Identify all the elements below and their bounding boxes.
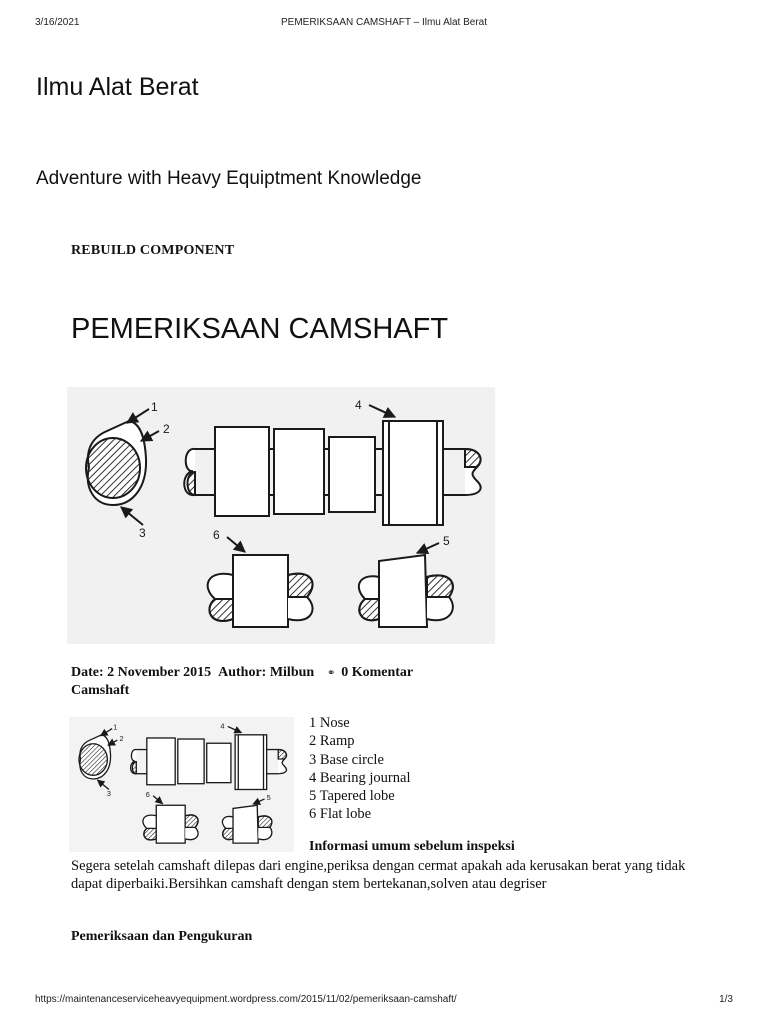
info-heading: Informasi umum sebelum inspeksi: [309, 839, 515, 854]
callout-2-small: 2: [119, 734, 124, 744]
callout-5-small: 5: [266, 793, 271, 803]
list-item: 1 Nose: [309, 715, 350, 731]
callout-2: 2: [163, 422, 170, 436]
callout-6: 6: [213, 528, 220, 542]
post-author[interactable]: Author: Milbun: [218, 665, 315, 680]
callout-1-small: 1: [113, 722, 118, 732]
callout-1: 1: [151, 400, 158, 414]
callout-4-small: 4: [220, 721, 225, 731]
post-subtitle: Camshaft: [71, 683, 130, 698]
callout-4: 4: [355, 398, 362, 412]
print-page-number: 1/3: [719, 994, 733, 1005]
post-category[interactable]: REBUILD COMPONENT: [71, 243, 235, 258]
post-date: Date: 2 November 2015: [71, 665, 212, 680]
list-item: 6 Flat lobe: [309, 806, 372, 823]
body-paragraph: Segera setelah camshaft dilepas dari engine,periksa dengan cermat apakah ada kerusakan berat yang tidak dapat diperbaiki.Bersihkan camshaft dengan stem bertekanan,solven atau degriser: [71, 858, 686, 893]
callout-3: 3: [139, 526, 146, 540]
list-item: 2 Ramp: [309, 733, 355, 750]
print-url: https://maintenanceserviceheavyequipment.wordpress.com/2015/11/02/pemeriksaan-camshaft/: [35, 994, 457, 1005]
site-tagline: Adventure with Heavy Equiptment Knowledge: [36, 168, 422, 189]
callout-5: 5: [443, 534, 450, 548]
list-item: 4 Bearing journal: [309, 769, 411, 786]
print-page-title: PEMERIKSAAN CAMSHAFT – Ilmu Alat Berat: [281, 17, 487, 28]
camshaft-side-view: [184, 421, 480, 525]
camshaft-diagram-large: [67, 387, 495, 644]
print-date: 3/16/2021: [35, 17, 80, 28]
site-title[interactable]: Ilmu Alat Berat: [36, 73, 199, 101]
list-item: 3 Base circle: [309, 751, 384, 768]
post-title: PEMERIKSAAN CAMSHAFT: [71, 313, 449, 345]
callout-3-small: 3: [106, 788, 111, 798]
post-comments[interactable]: 0 Komentar: [341, 665, 414, 680]
parts-list: [309, 714, 410, 824]
camshaft-diagram-small: [69, 716, 294, 853]
post-meta: [71, 665, 413, 681]
comment-icon: ⚭: [326, 668, 336, 679]
callout-6-small: 6: [145, 789, 150, 799]
list-item: 5 Tapered lobe: [309, 788, 395, 805]
section-heading: Pemeriksaan dan Pengukuran: [71, 929, 253, 944]
